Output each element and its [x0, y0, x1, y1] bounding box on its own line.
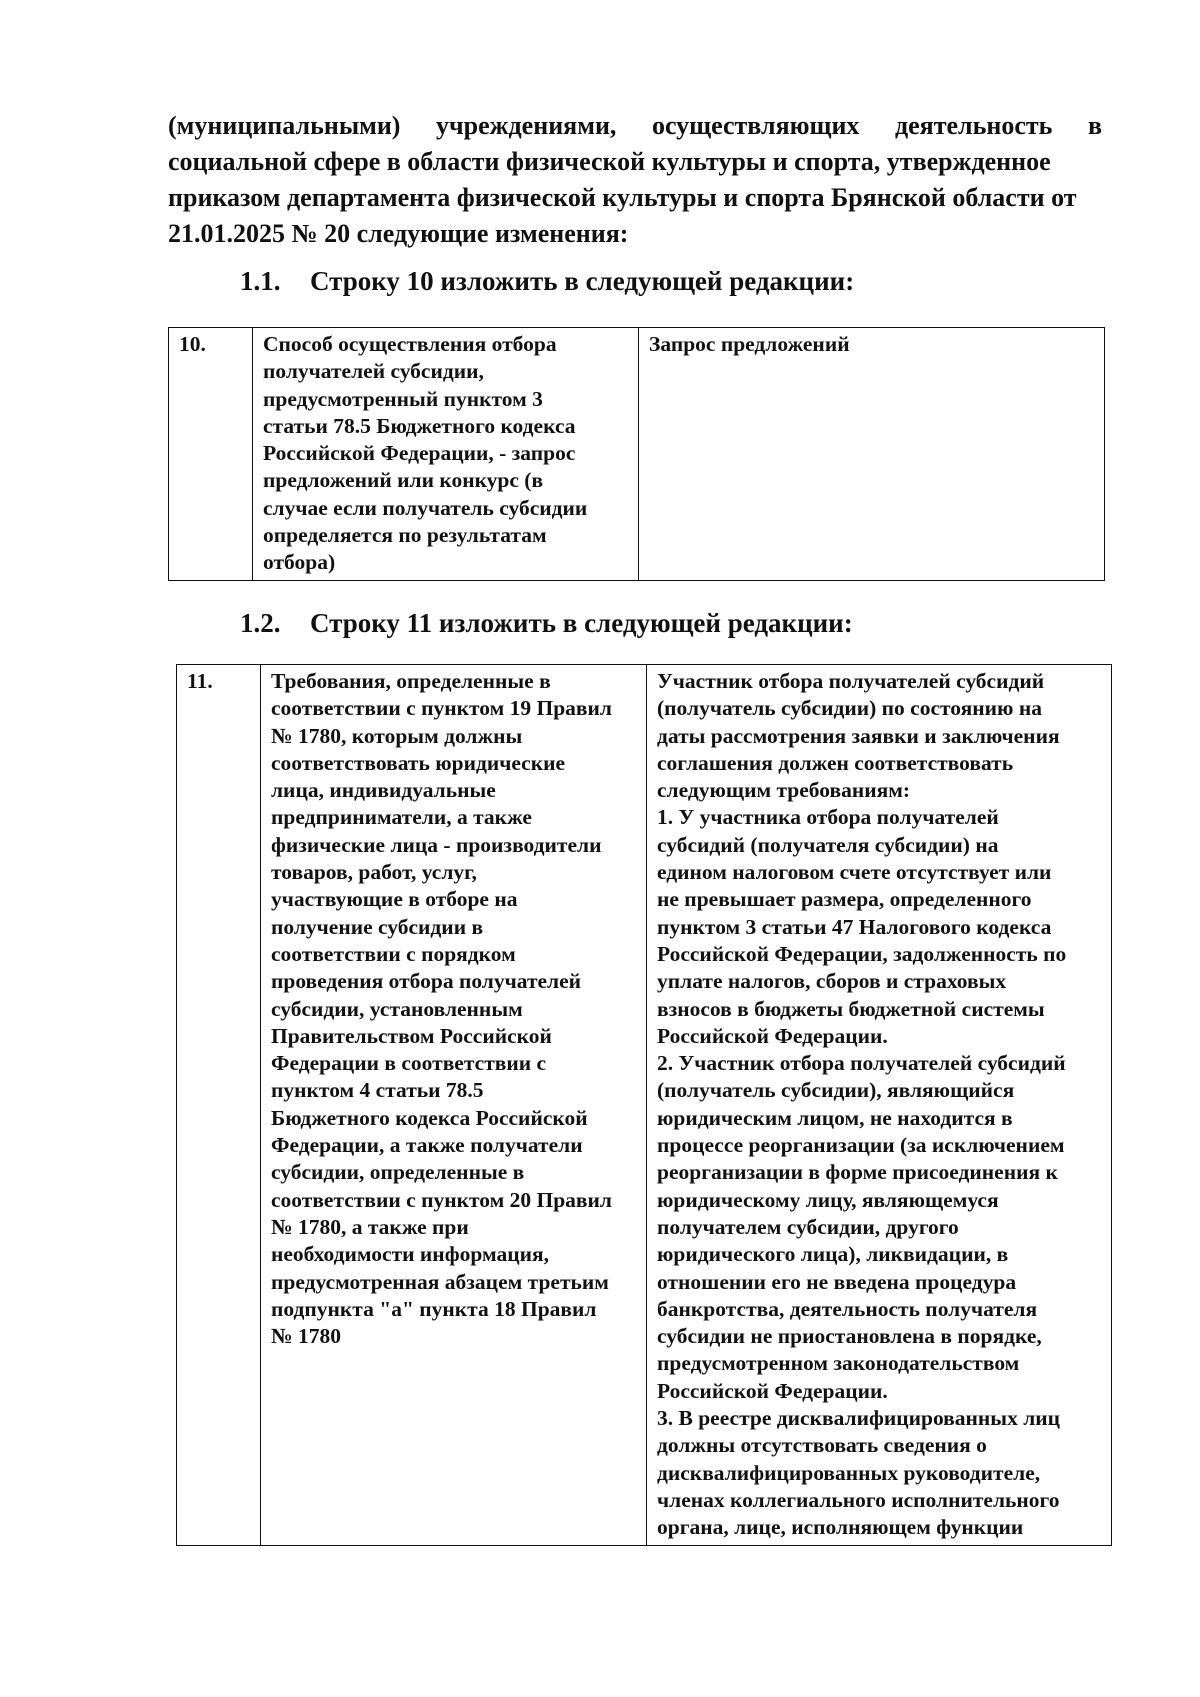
amendment-table-row-11 [176, 664, 1112, 1546]
row-description-line: субсидии, определенные в [271, 1160, 525, 1185]
row-number-cell [177, 665, 261, 1546]
row-description-line: пунктом 4 статьи 78.5 [271, 1078, 484, 1103]
row-value-line: предусмотренном законодательством [657, 1351, 1020, 1376]
amendment-table-row-10 [168, 327, 1105, 581]
row-value-line: реорганизации в форме присоединения к [657, 1160, 1058, 1185]
row-value-line: субсидии не приостановлена в порядке, [657, 1324, 1042, 1349]
row-value-line: (получатель субсидии), являющийся [657, 1078, 1015, 1103]
row-description-line: предложений или конкурс (в [263, 468, 544, 493]
row-value-line: (получатель субсидии) по состоянию на [657, 696, 1042, 721]
row-description-line: № 1780, а также при [271, 1214, 469, 1239]
row-description-line: Федерации в соответствии с [271, 1051, 547, 1076]
row-description-line: физические лица - производители [271, 832, 602, 857]
row-value-line: даты рассмотрения заявки и заключения [657, 723, 1060, 748]
row-value-line: органа, лице, исполняющем функции [657, 1515, 1024, 1540]
row-number-cell [169, 328, 253, 581]
intro-line-3: приказом департамента физической культуры и спорта Брянской области от [168, 183, 1077, 212]
row-value-line: юридического лица), ликвидации, в [657, 1242, 1009, 1267]
row-value-line: членах коллегиального исполнительного [657, 1487, 1060, 1512]
row-value-line: Российской Федерации. [657, 1378, 888, 1403]
row-description-line: субсидии, установленным [271, 996, 523, 1021]
row-description-line: товаров, работ, услуг, [271, 860, 477, 885]
row-description-line: Федерации, а также получатели [271, 1133, 583, 1158]
row-value-cell [639, 328, 1105, 581]
row-number: 10. [179, 332, 206, 356]
row-value-line: взносов в бюджеты бюджетной системы [657, 996, 1045, 1021]
intro-line-1 [168, 108, 1102, 144]
row-description-line: проведения отбора получателей [271, 969, 582, 994]
row-description-line: Требования, определенные в [271, 669, 551, 693]
row-value-line: получателем субсидии, другого [657, 1214, 959, 1239]
row-value-line: Запрос предложений [649, 332, 850, 356]
row-value-line: едином налоговом счете отсутствует или [657, 860, 1052, 885]
row-value-line: дисквалифицированных руководителе, [657, 1460, 1041, 1485]
row-number: 11. [187, 669, 213, 693]
row-value-line: процессе реорганизации (за исключением [657, 1133, 1065, 1158]
row-description-line: предусмотренная абзацем третьим [271, 1269, 609, 1294]
row-description-cell [261, 665, 647, 1546]
row-value-line: 2. Участник отбора получателей субсидий [657, 1051, 1066, 1076]
row-value-line: 3. В реестре дисквалифицированных лиц [657, 1406, 1061, 1431]
table-row [177, 665, 1112, 1546]
row-value-line: уплате налогов, сборов и страховых [657, 969, 1007, 994]
intro-word: осуществляющих [651, 111, 860, 140]
row-description-line: Способ осуществления отбора [263, 332, 557, 356]
intro-word: в [1087, 111, 1102, 140]
row-value-line: юридическому лицу, являющемуся [657, 1187, 999, 1212]
section-number: 1.1. [240, 266, 281, 296]
intro-word: учреждениями, [436, 111, 617, 140]
row-description-line: статьи 78.5 Бюджетного кодекса [263, 413, 576, 438]
row-description-line: предусмотренный пунктом 3 [263, 386, 543, 411]
section-text: Строку 11 изложить в следующей редакции: [310, 608, 853, 638]
row-description-line: подпункта "а" пункта 18 Правил [271, 1296, 597, 1321]
row-value-line: должны отсутствовать сведения о [657, 1433, 987, 1458]
row-value-line: юридическим лицом, не находится в [657, 1105, 1013, 1130]
row-description-line: Бюджетного кодекса Российской [271, 1105, 588, 1130]
row-description-line: определяется по результатам [263, 523, 547, 548]
row-description-line: получателей субсидии, [263, 359, 484, 384]
intro-paragraph [168, 108, 1102, 252]
row-description-line: лица, индивидуальные [271, 778, 496, 803]
row-description-line: соответствии с порядком [271, 941, 516, 966]
row-value-line: не превышает размера, определенного [657, 887, 1032, 912]
row-description-line: Российской Федерации, - запрос [263, 441, 576, 466]
row-description-line: участвующие в отборе на [271, 887, 518, 912]
row-description-line: Правительством Российской [271, 1023, 552, 1048]
row-value-line: Участник отбора получателей субсидий [657, 669, 1045, 693]
row-description-line: случае если получатель субсидии [263, 495, 588, 520]
table-row [169, 328, 1105, 581]
row-description-line: соответствовать юридические [271, 750, 566, 775]
row-value-line: субсидий (получателя субсидии) на [657, 832, 999, 857]
row-description-line: № 1780 [271, 1324, 341, 1349]
intro-line-4: 21.01.2025 № 20 следующие изменения: [168, 219, 629, 248]
row-value-line: Российской Федерации, задолженность по [657, 941, 1067, 966]
row-description-line: соответствии с пунктом 20 Правил [271, 1187, 612, 1212]
intro-word: (муниципальными) [168, 111, 401, 140]
section-heading-1-1 [240, 264, 854, 298]
row-value-line: отношении его не введена процедура [657, 1269, 1017, 1294]
row-description-cell [253, 328, 639, 581]
row-description-line: отбора) [263, 550, 336, 575]
row-value-line: пунктом 3 статьи 47 Налогового кодекса [657, 914, 1052, 939]
row-value-line: 1. У участника отбора получателей [657, 805, 999, 830]
row-value-line: соглашения должен соответствовать [657, 750, 1014, 775]
row-description-line: необходимости информация, [271, 1242, 549, 1267]
intro-word: деятельность [894, 111, 1053, 140]
row-description-line: предприниматели, а также [271, 805, 532, 830]
row-description-line: получение субсидии в [271, 914, 484, 939]
intro-line-2: социальной сфере в области физической культуры и спорта, утвержденное [168, 147, 1051, 176]
row-description-line: соответствии с пунктом 19 Правил [271, 696, 612, 721]
row-description-line: № 1780, которым должны [271, 723, 523, 748]
row-value-line: Российской Федерации. [657, 1023, 888, 1048]
section-number: 1.2. [240, 608, 281, 638]
section-text: Строку 10 изложить в следующей редакции: [310, 266, 855, 296]
row-value-line: следующим требованиям: [657, 778, 911, 803]
row-value-line: банкротства, деятельность получателя [657, 1296, 1038, 1321]
section-heading-1-2 [240, 606, 853, 640]
row-value-cell [647, 665, 1112, 1546]
